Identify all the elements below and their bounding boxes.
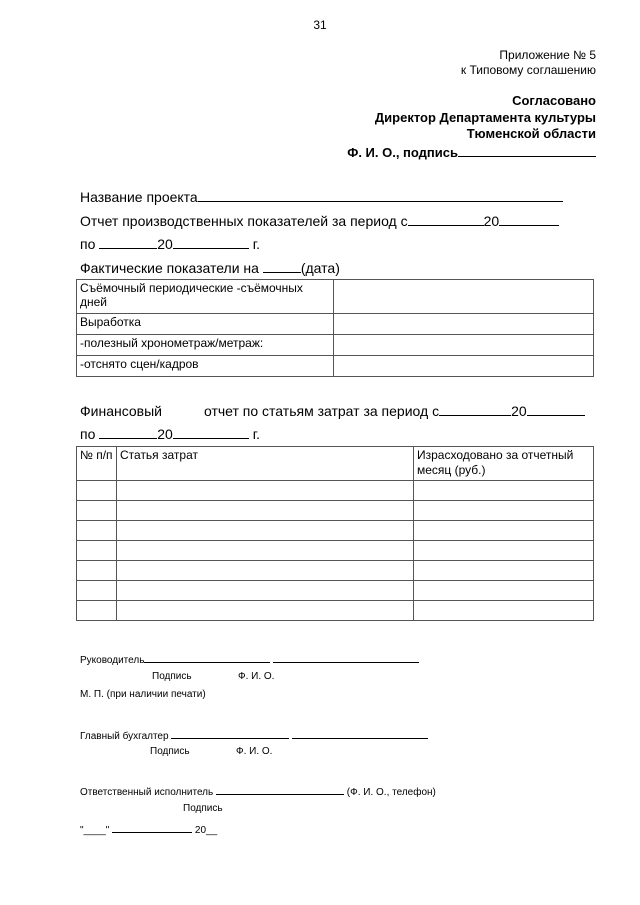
financial-period-to-year-prefix: 20 (157, 426, 173, 442)
report-period-label: Отчет производственных показателей за период с (80, 213, 408, 229)
annex-line-2: к Типовому соглашению (460, 63, 596, 77)
responsible-podpis-caption: Подпись (183, 803, 223, 814)
table-cell[interactable] (117, 481, 414, 501)
actual-indicators-table (76, 279, 594, 377)
actual-indicators-line (80, 259, 340, 276)
table-cell[interactable] (77, 501, 117, 521)
approval-position: Директор Департамента культуры (374, 110, 596, 125)
table-cell[interactable] (117, 501, 414, 521)
indicator-cell: Съёмочный периодические -съёмочных дней (77, 280, 334, 314)
accountant-podpis-caption: Подпись (150, 746, 190, 757)
report-period-from-blank[interactable] (408, 212, 484, 226)
table-cell[interactable] (117, 581, 414, 601)
annex-line-1: Приложение № 5 (499, 48, 596, 62)
approval-title: Согласовано (512, 93, 596, 108)
table-cell[interactable] (77, 521, 117, 541)
financial-report-label-2: отчет по статьям затрат за период с (203, 403, 440, 419)
project-name-line (80, 188, 563, 205)
indicator-value-cell[interactable] (334, 335, 594, 356)
table-row (77, 601, 594, 621)
spent-column-header: Израсходовано за отчетный месяц (руб.) (414, 447, 594, 481)
indicator-value-cell[interactable] (334, 356, 594, 377)
date-year: 20__ (194, 825, 218, 836)
table-row (77, 541, 594, 561)
page-number: 31 (313, 18, 327, 32)
report-period-line (80, 212, 559, 229)
report-period-from-year-blank[interactable] (499, 212, 559, 226)
table-row (77, 280, 594, 314)
period-to-year-suffix: г. (252, 236, 261, 252)
number-column-header: № п/п (77, 447, 117, 481)
table-cell[interactable] (414, 521, 594, 541)
expense-table (76, 446, 594, 621)
table-row (77, 501, 594, 521)
project-name-label: Название проекта (80, 189, 198, 205)
table-row (77, 561, 594, 581)
head-signature-blank[interactable] (144, 652, 270, 663)
responsible-fio-phone-caption: (Ф. И. О., телефон) (346, 787, 436, 798)
table-cell[interactable] (117, 561, 414, 581)
expense-item-column-header: Статья затрат (117, 447, 414, 481)
table-cell[interactable] (414, 601, 594, 621)
financial-report-line (80, 402, 585, 419)
accountant-signature-line (80, 728, 428, 742)
approval-region: Тюменской области (466, 126, 596, 141)
date-day-blank[interactable]: "____" (80, 825, 110, 836)
head-name-blank[interactable] (273, 652, 419, 663)
period-to-year-prefix: 20 (157, 236, 173, 252)
approval-signature-line (347, 143, 596, 160)
head-label: Руководитель (80, 655, 145, 666)
table-cell[interactable] (414, 481, 594, 501)
financial-report-label-1: Финансовый (80, 403, 162, 419)
table-header-row (77, 447, 594, 481)
responsible-signature-line (80, 784, 436, 798)
actual-indicators-date-label: (дата) (300, 260, 340, 276)
report-year-prefix: 20 (483, 213, 500, 229)
table-cell[interactable] (117, 541, 414, 561)
table-row (77, 521, 594, 541)
table-cell[interactable] (414, 501, 594, 521)
indicator-value-cell[interactable] (334, 314, 594, 335)
head-podpis-caption: Подпись (152, 671, 192, 682)
financial-period-from-year-blank[interactable] (527, 402, 585, 416)
table-row (77, 335, 594, 356)
financial-period-to-label: по (80, 426, 96, 442)
indicator-value-cell[interactable] (334, 280, 594, 314)
table-row (77, 314, 594, 335)
accountant-label: Главный бухгалтер (80, 731, 169, 742)
indicator-cell: Выработка (77, 314, 334, 335)
approval-signature-blank[interactable] (458, 143, 596, 157)
head-fio-caption: Ф. И. О. (238, 671, 275, 682)
financial-period-to-year-suffix: г. (252, 426, 261, 442)
project-name-blank[interactable] (198, 188, 563, 202)
financial-period-to-year-blank[interactable] (173, 425, 249, 439)
table-row (77, 581, 594, 601)
head-signature-line (80, 652, 419, 666)
responsible-signature-blank[interactable] (216, 784, 344, 795)
table-cell[interactable] (414, 541, 594, 561)
financial-period-from-blank[interactable] (439, 402, 511, 416)
table-cell[interactable] (77, 481, 117, 501)
table-cell[interactable] (117, 601, 414, 621)
seal-note: М. П. (при наличии печати) (80, 689, 206, 700)
accountant-fio-caption: Ф. И. О. (236, 746, 273, 757)
responsible-label: Ответственный исполнитель (80, 787, 214, 798)
date-month-blank[interactable] (112, 822, 192, 833)
financial-period-to-blank[interactable] (99, 425, 157, 439)
accountant-name-blank[interactable] (292, 728, 428, 739)
period-to-label: по (80, 236, 96, 252)
period-to-year-blank[interactable] (173, 235, 249, 249)
table-cell[interactable] (77, 601, 117, 621)
indicator-cell: -отснято сцен/кадров (77, 356, 334, 377)
accountant-signature-blank[interactable] (171, 728, 289, 739)
table-cell[interactable] (77, 581, 117, 601)
indicator-cell: -полезный хронометраж/метраж: (77, 335, 334, 356)
table-cell[interactable] (77, 541, 117, 561)
approval-signature-label: Ф. И. О., подпись (347, 145, 458, 160)
date-line (80, 822, 217, 836)
financial-year-prefix: 20 (511, 403, 527, 419)
table-cell[interactable] (77, 561, 117, 581)
table-row (77, 481, 594, 501)
actual-indicators-label: Фактические показатели на (80, 260, 259, 276)
period-to-blank[interactable] (99, 235, 157, 249)
table-row (77, 356, 594, 377)
table-cell[interactable] (117, 521, 414, 541)
actual-indicators-date-blank[interactable] (263, 259, 301, 273)
financial-period-to-line (80, 425, 260, 442)
table-cell[interactable] (414, 561, 594, 581)
report-period-to-line (80, 235, 260, 252)
table-cell[interactable] (414, 581, 594, 601)
